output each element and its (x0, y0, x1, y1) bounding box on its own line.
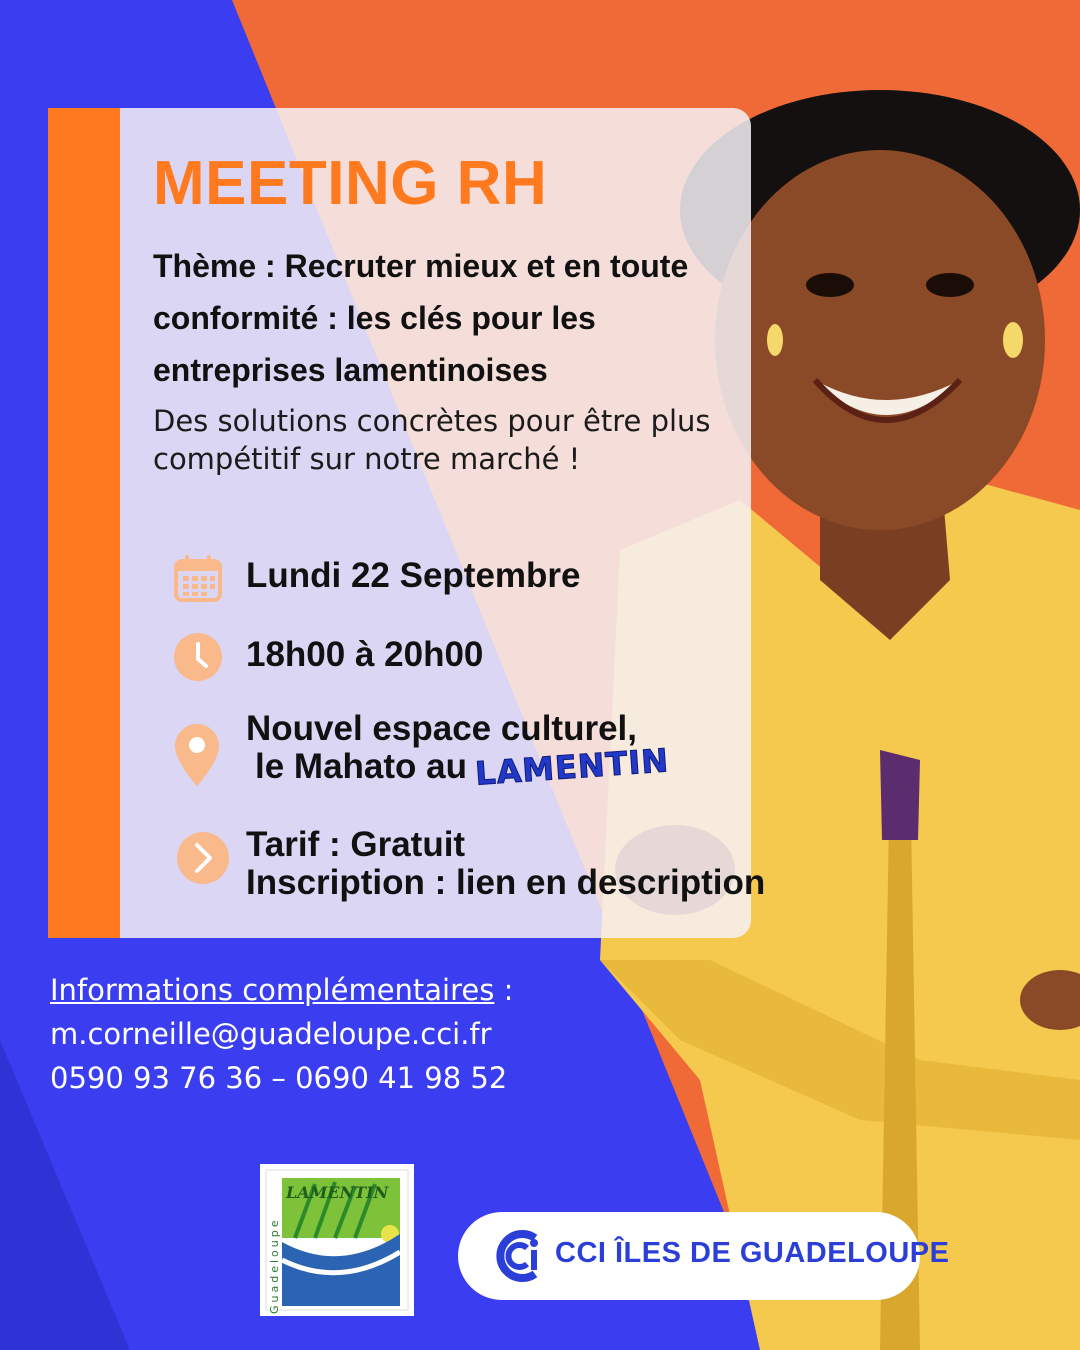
lamentin-highlight: LAMENTIN (473, 741, 671, 793)
event-pricing (246, 826, 765, 902)
theme-line: entreprises lamentinoises (153, 352, 548, 388)
contact-email[interactable]: m.corneille@guadeloupe.cci.fr (50, 1017, 492, 1051)
guadeloupe-text: Guadeloupe (268, 1217, 281, 1314)
clock-icon (173, 632, 223, 682)
registration-text: Inscription : lien en description (246, 863, 766, 902)
orange-accent-bar (48, 108, 120, 938)
event-venue (246, 709, 671, 793)
event-title: MEETING RH (153, 149, 548, 218)
contact-separator: : (494, 973, 514, 1007)
event-theme (153, 240, 753, 396)
cci-logo-icon (493, 1228, 545, 1284)
tariff-text: Tarif : Gratuit (246, 825, 466, 864)
theme-line: Thème : Recruter mieux et en toute (153, 248, 689, 284)
venue-line-text: le Mahato au (255, 747, 467, 786)
lamentin-logo-text: LAMENTIN (286, 1183, 389, 1202)
subtitle-line: compétitif sur notre marché ! (153, 442, 581, 476)
subtitle-line: Des solutions concrètes pour être plus (153, 404, 711, 438)
cci-logo-text: CCI ÎLES DE GUADELOUPE (555, 1237, 950, 1269)
contact-phones: 0590 93 76 36 – 0690 41 98 52 (50, 1061, 508, 1095)
calendar-icon (173, 553, 223, 603)
contact-label: Informations complémentaires (50, 973, 495, 1007)
lamentin-logo (260, 1164, 414, 1316)
event-date: Lundi 22 Septembre (246, 556, 581, 595)
event-subtitle (153, 402, 763, 478)
event-card (48, 108, 751, 938)
venue-line (246, 741, 671, 793)
chevron-right-icon (176, 831, 230, 885)
event-time: 18h00 à 20h00 (246, 635, 484, 674)
lamentin-logo-graphic (260, 1164, 414, 1316)
venue-line: Nouvel espace culturel, (246, 709, 637, 748)
contact-block (50, 968, 513, 1100)
contact-heading (50, 968, 513, 1012)
location-pin-icon (175, 724, 219, 786)
theme-line: conformité : les clés pour les (153, 300, 596, 336)
